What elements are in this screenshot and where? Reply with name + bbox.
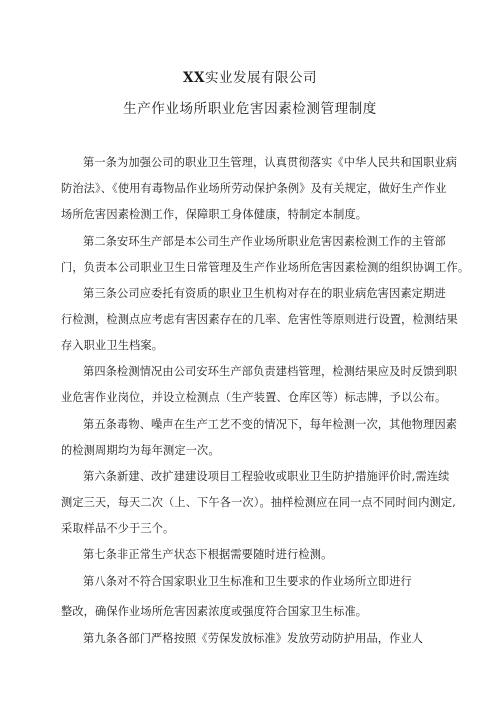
article-2-line-2: 门，负责本公司职业卫生日常管理及生产作业场所危害因素检测的组织协调工作。 — [61, 261, 470, 274]
article-5-line-2: 的检测周期均为每年测定一次。 — [61, 444, 220, 457]
company-name — [0, 66, 500, 86]
company-prefix: XX — [183, 70, 205, 86]
article-7-line-1: 第七条非正常生产状态下根据需要随时进行检测。 — [83, 548, 333, 561]
article-3-line-2: 行检测，检测点应考虑有害因素存在的几率、危害性等原则进行设置，检测结果 — [61, 313, 458, 326]
article-2-line-1: 第二条安环生产部是本公司生产作业场所职业危害因素检测工作的主管部 — [83, 235, 446, 248]
article-1-line-2: 防治法》、《使用有毒物品作业场所劳动保护条例》及有关规定，做好生产作业 — [61, 182, 447, 195]
article-3-line-1: 第三条公司应委托有资质的职业卫生机构对存在的职业病危害因素定期进 — [83, 287, 446, 300]
article-9-line-1: 第九条各部门严格按照《劳保发放标准》发放劳动防护用品，作业人 — [83, 632, 424, 645]
article-6-line-1: 第六条新建、改扩建建设项目工程验收或职业卫生防护措施评价时,需连续 — [83, 470, 450, 483]
document-title: 生产作业场所职业危害因素检测管理制度 — [123, 101, 377, 117]
article-4-line-2: 业危害作业岗位，并设立检测点（生产装置、仓库区等）标志牌，予以公布。 — [61, 391, 447, 404]
article-8-line-1: 第八条对不符合国家职业卫生标准和卫生要求的作业场所立即进行 — [83, 575, 412, 588]
company-name-rest: 实业发展有限公司 — [204, 70, 317, 86]
article-6-line-3: 采取样品不少于三个。 — [61, 522, 175, 535]
article-1-line-1: 第一条为加强公司的职业卫生管理，认真贯彻落实《中华人民共和国职业病 — [83, 156, 458, 169]
article-4-line-1: 第四条检测情况由公司安环生产部负责建档管理，检测结果应及时反馈到职 — [83, 365, 458, 378]
article-3-line-3: 存入职业卫生档案。 — [61, 339, 164, 352]
article-6-line-2: 测定三天，每天二次（上、下午各一次）。抽样检测应在同一点不同时间内测定, — [61, 496, 456, 509]
article-1-line-3: 场所危害因素检测工作，保障职工身体健康，特制定本制度。 — [61, 208, 368, 221]
article-5-line-1: 第五条毒物、噪声在生产工艺不变的情况下，每年检测一次，其他物理因素 — [83, 418, 458, 431]
article-8-line-2: 整改，确保作业场所危害因素浓度或强度符合国家卫生标准。 — [61, 605, 368, 618]
